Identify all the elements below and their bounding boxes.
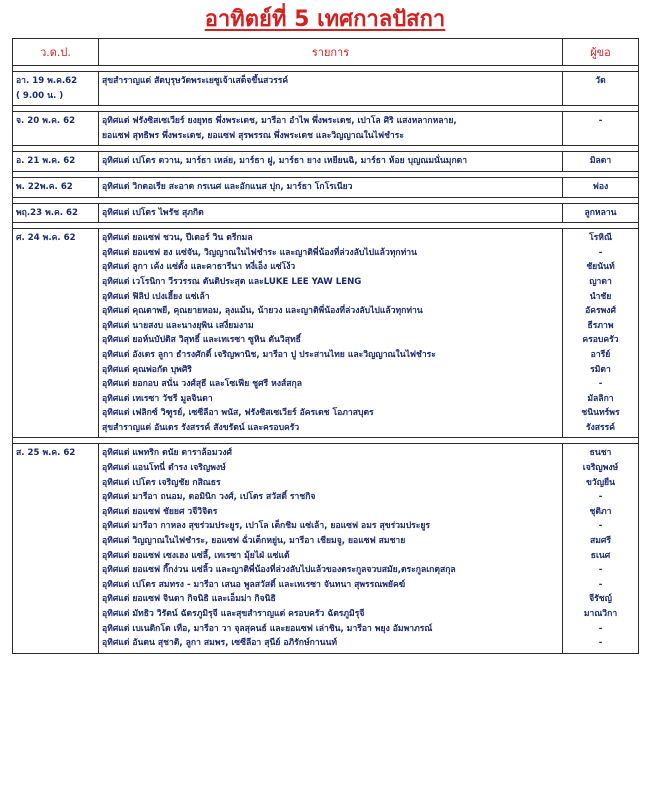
requester-cell [563, 444, 639, 653]
requester-cell-line: - [598, 492, 603, 503]
items-cell [99, 72, 563, 106]
requester-cell-line: - [598, 116, 603, 127]
items-cell-line: อุทิศแด่ ยอแซฟ ชวน, ปีเตอร์ วิน ตรีกมล [102, 233, 253, 244]
date-cell [13, 177, 99, 197]
requester-cell-line: - [598, 579, 603, 590]
requester-cell-line: ธเนศ [590, 550, 611, 561]
items-cell-line: อุทิศแด่ อังเดร ลูกา ธำรงศักดิ์ เจริญพานิช, มารีอา ปู ประสานไทย และวิญญาณในไฟชำระ [102, 349, 436, 360]
requester-cell-line: ธีรภาพ [587, 320, 614, 331]
items-cell [99, 112, 563, 146]
items-cell-line: อุทิศแด่ วิกตอเรีย สะอาด กรเนศ และอักแนส ปุก, มาร์ธา โกโรเนียว [102, 181, 353, 192]
schedule-body [13, 66, 639, 654]
requester-cell [563, 152, 639, 172]
requester-cell-line: - [598, 623, 603, 634]
items-cell-line: ยอแซฟ สุทธิพร พึ่งพระเดช, ยอแซฟ สุรพรรณ พึ่งพระเดช และวิญญาณในไฟชำระ [102, 130, 404, 141]
requester-cell-line: อารีย์ [590, 349, 611, 360]
items-cell-line: อุทิศแด่ เปโตร สมทรง - มารีอา เสนอ พูลสวัสดิ์ และเทเรซา จันทนา สุพรรณพยัคฆ์ [102, 579, 406, 590]
date-cell [13, 72, 99, 106]
requester-cell-line: มาณวิกา [583, 609, 618, 619]
items-cell [99, 177, 563, 197]
items-cell-line: อุทิศแด่ คุณพ่อกัด บุพศิริ [102, 364, 192, 375]
requester-cell-line: วัด [595, 76, 606, 86]
requester-cell-line: - [598, 521, 603, 532]
items-cell-line: อุทิศแด่ อันตน สุชาติ, ลูกา สมพร, เซซีลีอา สุนีย์ อภิรักษ์กานนท์ [102, 638, 338, 649]
date-cell [13, 229, 99, 438]
items-cell-line: อุทิศแด่ เทเรซา วัชรี มูลจินดา [102, 393, 213, 404]
schedule-row [13, 229, 639, 438]
requester-cell-line: ธนชา [589, 448, 612, 459]
items-cell-line: อุทิศแด่ ยอห์นบัปติส วิสุทธิ์ และเทเรซา ซูหิน ตันวิสุทธิ์ [102, 335, 301, 346]
items-cell-line: อุทิศแด่ ยอแซฟ ชัยยศ วจีวิจิตร [102, 506, 218, 517]
requester-cell-line: รมิตา [590, 364, 611, 375]
items-cell-line: อุทิศแด่ มารีอา ถนอม, ดอมินิก วงศ์, เปโตร สวัสดิ์ ราชกิจ [102, 492, 316, 503]
requester-cell [563, 177, 639, 197]
requester-cell-line: - [598, 638, 603, 649]
requester-cell-line: ลูกหลาน [584, 207, 617, 218]
requester-cell-line: - [598, 565, 603, 576]
requester-cell-line: ครอบครัว [582, 335, 619, 346]
requester-cell-line: - [598, 247, 603, 258]
items-cell [99, 229, 563, 438]
items-cell-line: อุทิศแด่ ยอแซฟ เซงเฮง แซ่ลี้, เทเรซา มุ้ยไฝ่ แซ่แต้ [102, 550, 290, 561]
items-cell-line: อุทิศแด่ วิญญาณในไฟชำระ, ยอแซฟ ฉั่วเต็กหยู่น, มารีอา เชียมจู, ยอแซฟ สมชาย [102, 536, 406, 547]
requester-cell-line: จีรัชญ์ [589, 594, 612, 605]
items-cell [99, 444, 563, 653]
schedule-row [13, 177, 639, 197]
date-cell-line: พฤ.23 พ.ค. 62 [16, 207, 78, 218]
requester-cell-line: รังสรรค์ [585, 422, 616, 433]
date-cell-line: อา. 19 พ.ค.62 [16, 76, 78, 86]
requester-cell-line: - [598, 379, 603, 390]
items-cell-line: สุขสำราญแด่ สัตบุรุษวัดพระเยซูเจ้าเสด็จขึ้นสวรรค์ [102, 76, 289, 86]
date-cell-line: ( 9.00 น. ) [16, 90, 64, 101]
items-cell-line: อุทิศแด่ มารีอา กาหลง สุขร่วมประยูร, เปาโล เต็กชิม แซ่เล้า, ยอแซฟ อมร สุขร่วมประยูร [102, 521, 431, 532]
items-cell-line: อุทิศแด่ เปโตร เจริญชัย กสิณธร [102, 477, 221, 488]
items-cell-line: อุทิศแด่ ฟิลิป เปงเฮี้ยง แซ่เล้า [102, 291, 210, 302]
schedule-row [13, 112, 639, 146]
date-cell-line: พ. 22พ.ค. 62 [16, 181, 73, 192]
date-cell-line: จ. 20 พ.ค. 62 [16, 116, 76, 127]
items-cell-line: อุทิศแด่ ยอกอบ สนั่น วงศ์สุธี และโซเฟีย ชูศรี หงส์สกุล [102, 379, 302, 390]
date-cell [13, 203, 99, 223]
requester-cell [563, 203, 639, 223]
requester-cell-line: มัลลิกา [587, 393, 614, 404]
date-cell-line: ศ. 24 พ.ค. 62 [16, 233, 76, 244]
items-cell [99, 152, 563, 172]
requester-cell [563, 229, 639, 438]
requester-cell [563, 112, 639, 146]
items-cell-line: อุทิศแด่ เปโตร ไพรัช สุภกิต [102, 207, 204, 218]
items-cell-line: อุทิศแด่ คุณตาพยี, คุณยายหอม, ลุงแม้น, น้ายวง และญาติพี่น้องที่ล่วงลับไปแล้วทุกท่าน [102, 306, 423, 317]
items-cell-line: อุทิศแด่ นายสงบ และนางยุพิน เสงี่ยมงาม [102, 320, 254, 331]
items-cell-line: อุทิศแด่ ยอแซฟ จินดา กิจนิธิ และเอ็มม่า กิจนิธิ [102, 594, 276, 605]
requester-cell-line: ชุติภา [589, 506, 612, 517]
requester-cell-line: อัครพงศ์ [585, 306, 616, 317]
requester-cell-line: ขวัญยืน [586, 477, 615, 488]
header-date: ว.ด.ป. [13, 39, 99, 66]
items-cell-line: อุทิศแด่ เบเนดิกโต เทือ, มารีอา วา จุลสุคนธ์ และยอแซฟ เล่าชิน, มารีอา พยุง อัมพาภรณ์ [102, 623, 433, 634]
items-cell-line: อุทิศแด่ ยอแซฟ กี๊กง่วน แซ่ลิ้ว และญาติพี่น้องที่ล่วงลับไปแล้วของตระกูลจวบสมัย,ตระกูลเกตุสกุล [102, 565, 456, 576]
requester-cell-line: ฟอง [592, 181, 609, 192]
schedule-table [12, 38, 639, 654]
requester-cell-line: สมศรี [590, 536, 611, 547]
schedule-row [13, 152, 639, 172]
requester-cell-line: มิลดา [589, 156, 612, 167]
items-cell-line: อุทิศแด่ เฟลิกซ์ วิฑูรย์, เซซีลีอา พนัส, ฟรังซิสเซเวียร์ อัครเดช โอภาสบุตร [102, 408, 374, 419]
items-cell-line: อุทิศแด่ แพทริก ดนัย ดาราล้อมวงศ์ [102, 448, 232, 459]
requester-cell [563, 72, 639, 106]
requester-cell-line: นำชัย [589, 291, 612, 302]
page-title: อาทิตย์ที่ 5 เทศกาลปัสกา [204, 7, 446, 32]
items-cell-line: อุทิศแด่ ฟรังซิสเซเวียร์ ยงยุทธ พึ่งพระเดช, มารีอา อำไพ พึ่งพระเดช, เปาโล ศิริ แสงหลากหลาย, [102, 116, 457, 127]
items-cell-line: อุทิศแด่ ลูกา เค้ง แซ่ตั้ง และคาธารีนา หงี่เอ็ง แซ่โง้ว [102, 262, 296, 273]
requester-cell-line: โรหิณี [589, 233, 612, 244]
header-items: รายการ [99, 39, 563, 66]
date-cell-line: อ. 21 พ.ค. 62 [16, 156, 76, 167]
header-requester: ผู้ขอ [563, 39, 639, 66]
items-cell-line: อุทิศแด่ ยอแซฟ ฮง แซ่จัน, วิญญาณในไฟชำระ และญาติพี่น้องที่ล่วงลับไปแล้วทุกท่าน [102, 247, 417, 258]
header-row [13, 39, 639, 66]
schedule-row [13, 72, 639, 106]
date-cell [13, 112, 99, 146]
items-cell-line: อุทิศแด่ มัทธิว วิรัตน์ ฉัตรภูมิรุจี และสุขสำราญแด่ ครอบครัว ฉัตรภูมิรุจี [102, 609, 365, 619]
items-cell-line: อุทิศแด่ เวโรนิกา วีรวรรณ ตันติประสุต และLUKE LEE YAW LENG [102, 276, 362, 287]
date-cell [13, 444, 99, 653]
items-cell-line: อุทิศแด่ เปโตร ดวาน, มาร์ธา เหล่ย, มาร์ธา ฝู, มาร์ธา ยาง เหยียนฉิ, มาร์ธา ห้อย บุญณมนั่นมุกดา [102, 156, 468, 167]
requester-cell-line: ชัยนันท์ [586, 262, 615, 273]
schedule-row [13, 444, 639, 653]
items-cell-line: สุขสำราญแด่ อันเดร รังสรรค์ สังขรัตน์ และครอบครัว [102, 422, 300, 433]
requester-cell-line: เจริญพงษ์ [582, 463, 619, 474]
requester-cell-line: ชนินทร์พร [581, 408, 620, 419]
items-cell [99, 203, 563, 223]
date-cell [13, 152, 99, 172]
date-cell-line: ส. 25 พ.ค. 62 [16, 448, 76, 459]
schedule-row [13, 203, 639, 223]
requester-cell-line: ญาดา [589, 276, 612, 287]
items-cell-line: อุทิศแด่ แอนโทนี่ ดำรง เจริญพงษ์ [102, 463, 226, 474]
